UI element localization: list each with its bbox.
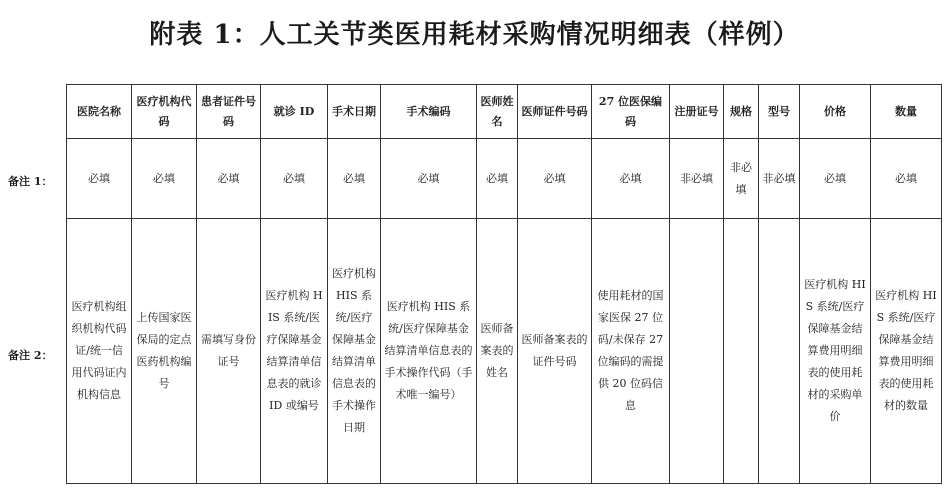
required-cell: 必填 [477, 139, 518, 219]
row-label-required: 备注 1： [8, 175, 53, 188]
required-cell: 非必填 [759, 139, 800, 219]
required-cell: 必填 [871, 139, 942, 219]
note-cell: 医疗机构 HIS 系统/医疗保障基金结算费用明细表的使用耗材的采购单价 [800, 219, 871, 484]
required-cell: 必填 [381, 139, 477, 219]
header-cell: 就诊 ID [261, 85, 328, 139]
required-cell: 必填 [197, 139, 261, 219]
required-cell: 非必填 [670, 139, 724, 219]
header-cell: 型号 [759, 85, 800, 139]
note-cell: 上传国家医保局的定点医药机构编号 [132, 219, 197, 484]
required-cell: 必填 [67, 139, 132, 219]
header-cell: 医院名称 [67, 85, 132, 139]
note-cell: 医疗机构组织机构代码证/统一信用代码证内机构信息 [67, 219, 132, 484]
document-title: 附表 1：人工关节类医用耗材采购情况明细表（样例） [149, 20, 800, 50]
header-cell: 数量 [871, 85, 942, 139]
required-cell: 必填 [592, 139, 670, 219]
notes-row [67, 219, 942, 484]
note-cell: 医师备案表的姓名 [477, 219, 518, 484]
required-cell: 必填 [518, 139, 592, 219]
header-cell: 手术日期 [328, 85, 381, 139]
note-cell: 医疗机构 HIS 系统/医疗保障基金结算清单信息表的手术操作代码（手术唯一编号） [381, 219, 477, 484]
note-cell [759, 219, 800, 484]
note-cell [670, 219, 724, 484]
header-cell: 价格 [800, 85, 871, 139]
required-cell: 非必填 [724, 139, 759, 219]
header-row [67, 85, 942, 139]
header-cell: 医疗机构代码 [132, 85, 197, 139]
header-cell: 医师姓名 [477, 85, 518, 139]
header-cell: 27 位医保编码 [592, 85, 670, 139]
note-cell: 医师备案表的证件号码 [518, 219, 592, 484]
header-cell: 医师证件号码 [518, 85, 592, 139]
note-cell: 医疗机构 HIS 系统/医疗保障基金结算费用明细表的使用耗材的数量 [871, 219, 942, 484]
required-row [67, 139, 942, 219]
procurement-detail-table [66, 84, 942, 484]
required-cell: 必填 [328, 139, 381, 219]
note-cell: 医疗机构 HIS 系统/医疗保障基金结算清单信息表的就诊 ID 或编号 [261, 219, 328, 484]
header-cell: 手术编码 [381, 85, 477, 139]
note-cell: 使用耗材的国家医保 27 位码/未保存 27 位编码的需提供 20 位码信息 [592, 219, 670, 484]
required-cell: 必填 [261, 139, 328, 219]
header-cell: 规格 [724, 85, 759, 139]
note-cell: 需填写身份证号 [197, 219, 261, 484]
header-cell: 注册证号 [670, 85, 724, 139]
required-cell: 必填 [800, 139, 871, 219]
row-label-notes: 备注 2： [8, 349, 53, 362]
note-cell: 医疗机构 HIS 系统/医疗保障基金结算清单信息表的手术操作日期 [328, 219, 381, 484]
note-cell [724, 219, 759, 484]
header-cell: 患者证件号码 [197, 85, 261, 139]
required-cell: 必填 [132, 139, 197, 219]
